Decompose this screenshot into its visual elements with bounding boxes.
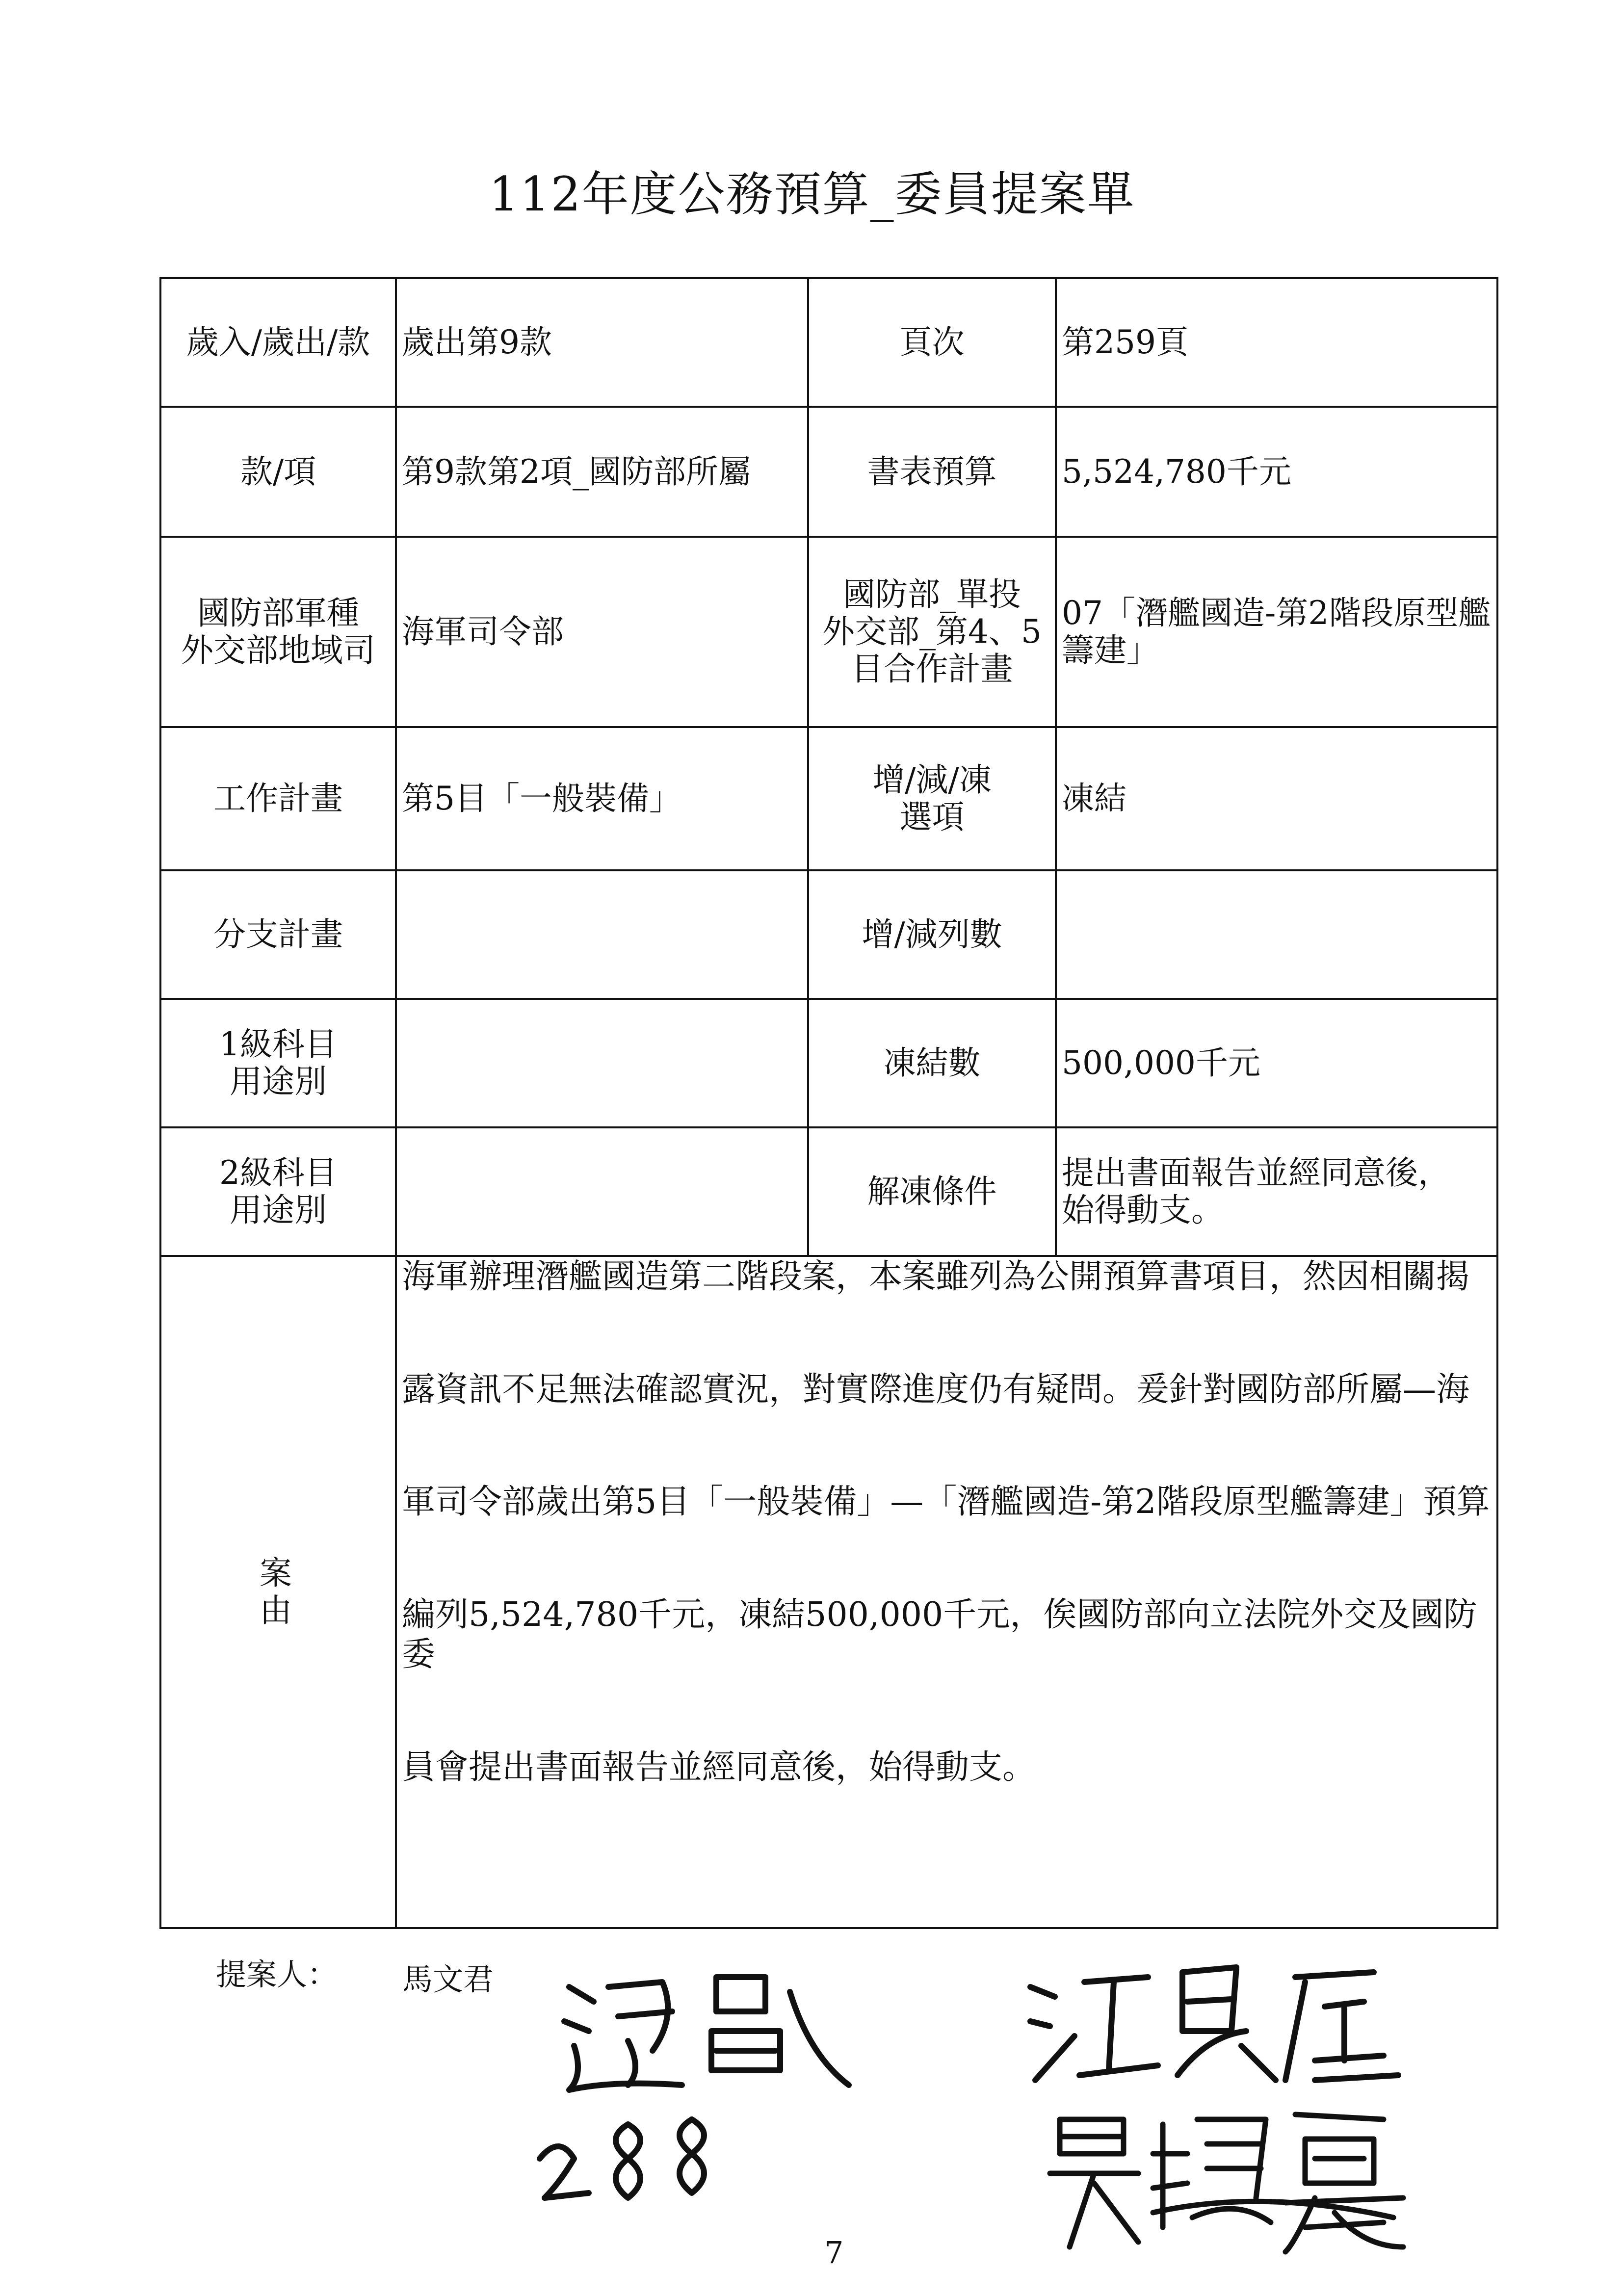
reason-line: 海軍辦理潛艦國造第二階段案，本案雖列為公開預算書項目，然因相關揭 xyxy=(402,1257,1470,1296)
label-budget-category: 歲入/歲出/款 xyxy=(160,278,396,407)
page-number: 7 xyxy=(824,2235,844,2270)
label-line: 用途別 xyxy=(230,1063,327,1100)
label-option xyxy=(808,727,1056,870)
label-line: 外交部地域司 xyxy=(181,631,375,669)
table-row xyxy=(160,727,1497,870)
proposer-name: 馬文君 xyxy=(402,1961,494,1997)
label-level2-subject xyxy=(160,1127,396,1256)
value-line: 籌建」 xyxy=(1062,631,1159,669)
label-line: 國防部_單投 xyxy=(843,575,1021,614)
label-line: 選項 xyxy=(899,798,965,836)
value-level2-subject xyxy=(396,1127,808,1256)
value-frozen-amount: 500,000千元 xyxy=(1056,999,1497,1127)
value-line: 始得動支。 xyxy=(1062,1191,1224,1229)
label-line: 用途別 xyxy=(230,1191,327,1229)
reason-line: 員會提出書面報告並經同意後，始得動支。 xyxy=(402,1748,1036,1787)
reason-line: 編列5,524,780千元，凍結500,000千元，俟國防部向立法院外交及國防委 xyxy=(402,1595,1477,1674)
value-level1-subject xyxy=(396,999,808,1127)
label-service-branch xyxy=(160,537,396,727)
table-row xyxy=(160,407,1497,537)
value-option: 凍結 xyxy=(1056,727,1497,870)
table-row xyxy=(160,1256,1497,1928)
table-row xyxy=(160,278,1497,407)
label-unfreeze-condition: 解凍條件 xyxy=(808,1127,1056,1256)
value-work-plan: 第5目「一般裝備」 xyxy=(396,727,808,870)
value-page: 第259頁 xyxy=(1056,278,1497,407)
label-line: 外交部_第4、5 xyxy=(822,613,1042,651)
label-line: 2級科目 xyxy=(219,1154,337,1192)
label-page: 頁次 xyxy=(808,278,1056,407)
label-item: 款/項 xyxy=(160,407,396,537)
signature-2 xyxy=(1021,1953,1413,2090)
label-work-plan: 工作計畫 xyxy=(160,727,396,870)
reason-line: 露資訊不足無法確認實況，對實際進度仍有疑問。爰針對國防部所屬—海 xyxy=(402,1370,1470,1409)
signature-1 xyxy=(554,1957,859,2105)
label-frozen-amount: 凍結數 xyxy=(808,999,1056,1127)
value-unfreeze-condition xyxy=(1056,1127,1497,1256)
value-change-amount xyxy=(1056,870,1497,999)
proposal-form-table xyxy=(159,277,1498,1929)
label-line: 1級科目 xyxy=(219,1025,337,1064)
table-row xyxy=(160,1127,1497,1256)
label-reason: 案由 xyxy=(160,1256,396,1928)
table-row xyxy=(160,999,1497,1127)
signature-3 xyxy=(530,2105,746,2208)
value-reason xyxy=(396,1256,1497,1928)
value-service-branch: 海軍司令部 xyxy=(396,537,808,727)
label-program xyxy=(808,537,1056,727)
value-line: 提出書面報告並經同意後， xyxy=(1062,1154,1450,1192)
label-statement-budget: 書表預算 xyxy=(808,407,1056,537)
label-level1-subject xyxy=(160,999,396,1127)
reason-line: 軍司令部歲出第5目「一般裝備」—「潛艦國造-第2階段原型艦籌建」預算 xyxy=(402,1483,1490,1522)
value-branch-plan xyxy=(396,870,808,999)
label-branch-plan: 分支計畫 xyxy=(160,870,396,999)
label-line: 國防部軍種 xyxy=(197,594,359,632)
page-title: 112年度公務預算_委員提案單 xyxy=(489,167,1135,222)
value-item: 第9款第2項_國防部所屬 xyxy=(396,407,808,537)
label-change-amount: 增/減列數 xyxy=(808,870,1056,999)
signature-4 xyxy=(1040,2100,1413,2262)
value-statement-budget: 5,524,780千元 xyxy=(1056,407,1497,537)
proposer-label: 提案人： xyxy=(216,1957,338,1992)
table-row xyxy=(160,537,1497,727)
value-budget-category: 歲出第9款 xyxy=(396,278,808,407)
table-row xyxy=(160,870,1497,999)
label-line: 目合作計畫 xyxy=(851,650,1013,688)
label-line: 增/減/凍 xyxy=(872,761,992,799)
value-line: 07「潛艦國造-第2階段原型艦 xyxy=(1062,594,1491,632)
value-program xyxy=(1056,537,1497,727)
